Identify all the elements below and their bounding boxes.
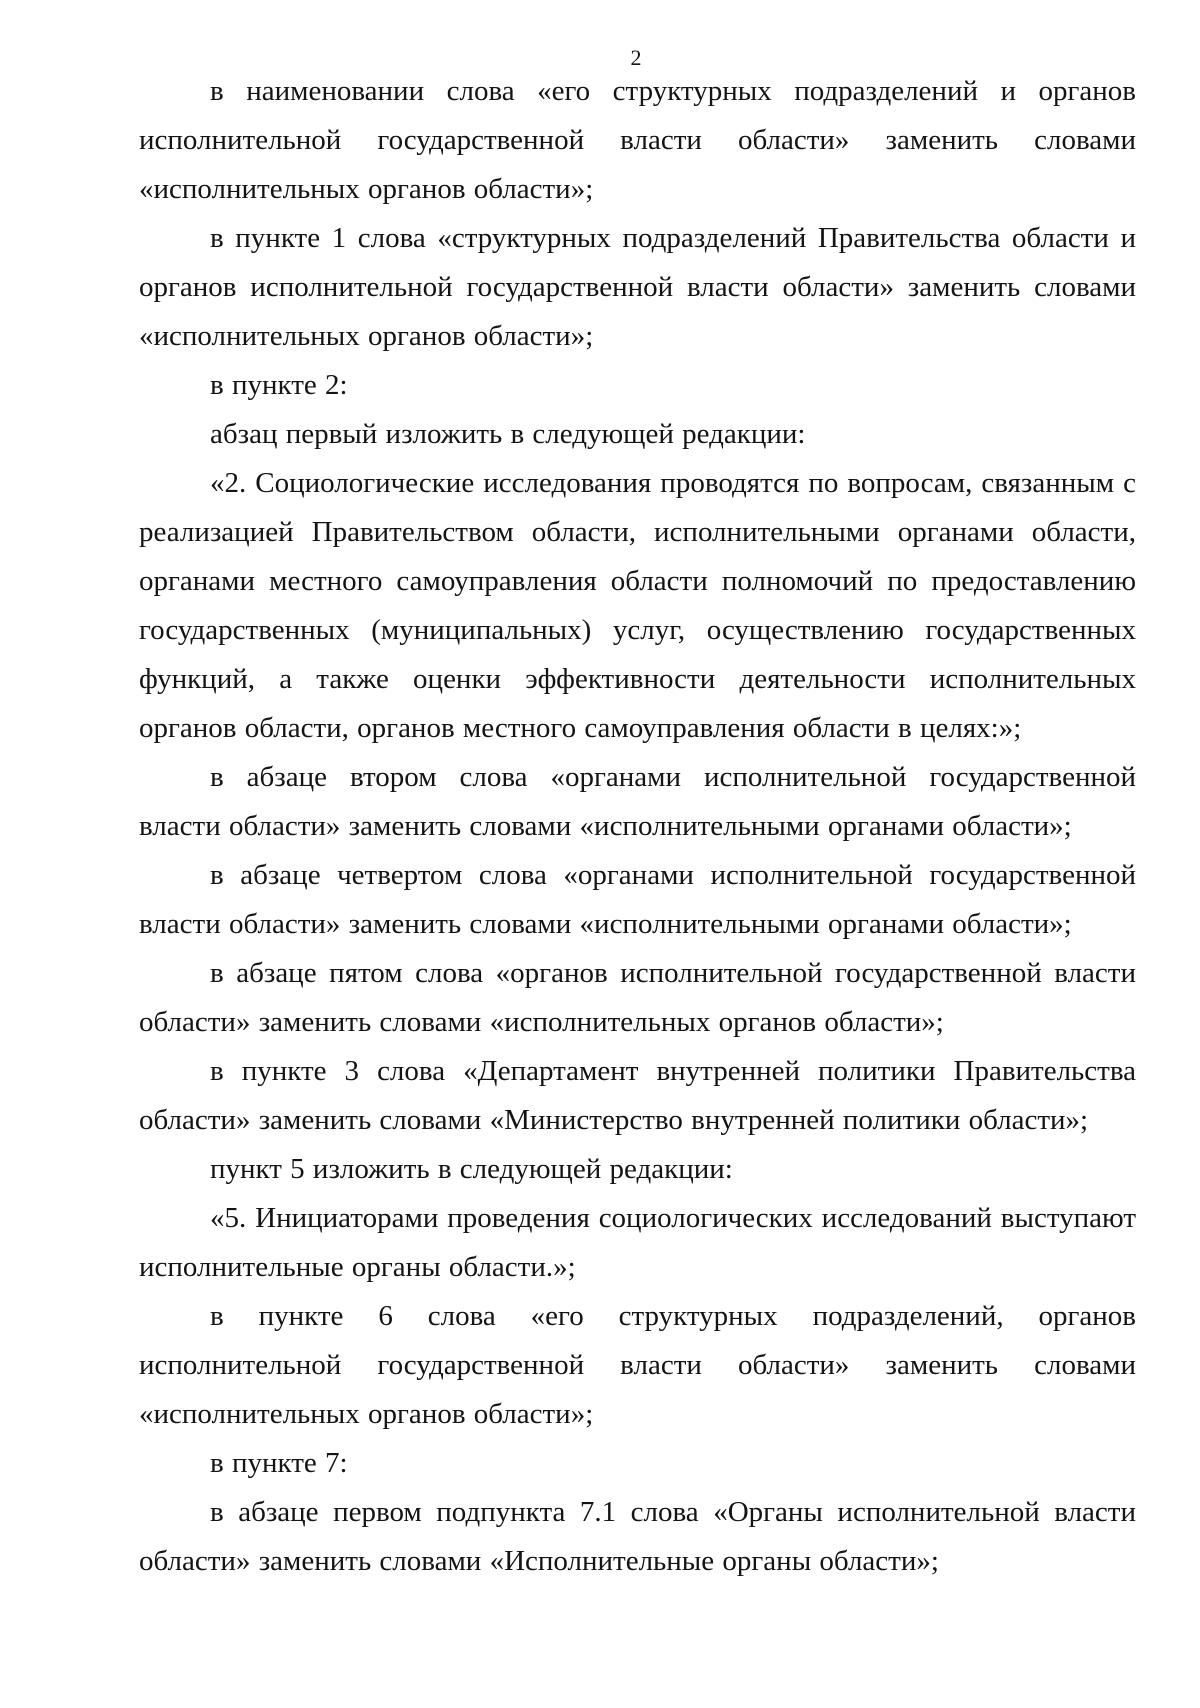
paragraph: в абзаце четвертом слова «органами исполнительной государственной власти области» заменить словами «исполнительными органами области»; bbox=[139, 859, 1136, 940]
paragraph: в абзаце втором слова «органами исполнительной государственной власти области» заменить словами «исполнительными органами области»; bbox=[139, 761, 1136, 842]
paragraph: «5. Инициаторами проведения социологических исследований выступают исполнительные органы области.»; bbox=[139, 1202, 1136, 1283]
document-body bbox=[139, 67, 1136, 1586]
paragraph: «2. Социологические исследования проводятся по вопросам, связанным с реализацией Правительством области, исполнительными органами области, органами местного самоуправления области полномочий по предоставлению государственных (муниципальных) услуг, осуществлению государственных функций, а также оценки эффективности деятельности исполнительных органов области, органов местного самоуправления области в целях:»; bbox=[139, 467, 1136, 744]
paragraph: абзац первый изложить в следующей редакции: bbox=[210, 418, 806, 450]
paragraph: пункт 5 изложить в следующей редакции: bbox=[210, 1153, 733, 1185]
paragraph: в абзаце первом подпункта 7.1 слова «Органы исполнительной власти области» заменить словами «Исполнительные органы области»; bbox=[139, 1496, 1136, 1577]
paragraph: в пункте 6 слова «его структурных подразделений, органов исполнительной государственной власти области» заменить словами «исполнительных органов области»; bbox=[139, 1300, 1136, 1430]
paragraph: в наименовании слова «его структурных подразделений и органов исполнительной государственной власти области» заменить словами «исполнительных органов области»; bbox=[139, 75, 1136, 205]
paragraph: в пункте 1 слова «структурных подразделений Правительства области и органов исполнительной государственной власти области» заменить словами «исполнительных органов области»; bbox=[139, 222, 1136, 352]
page-number: 2 bbox=[630, 45, 642, 70]
paragraph: в пункте 2: bbox=[210, 369, 348, 401]
paragraph: в абзаце пятом слова «органов исполнительной государственной власти области» заменить словами «исполнительных органов области»; bbox=[139, 957, 1136, 1038]
paragraph: в пункте 7: bbox=[210, 1447, 348, 1479]
paragraph: в пункте 3 слова «Департамент внутренней политики Правительства области» заменить словами «Министерство внутренней политики области»; bbox=[139, 1055, 1136, 1136]
